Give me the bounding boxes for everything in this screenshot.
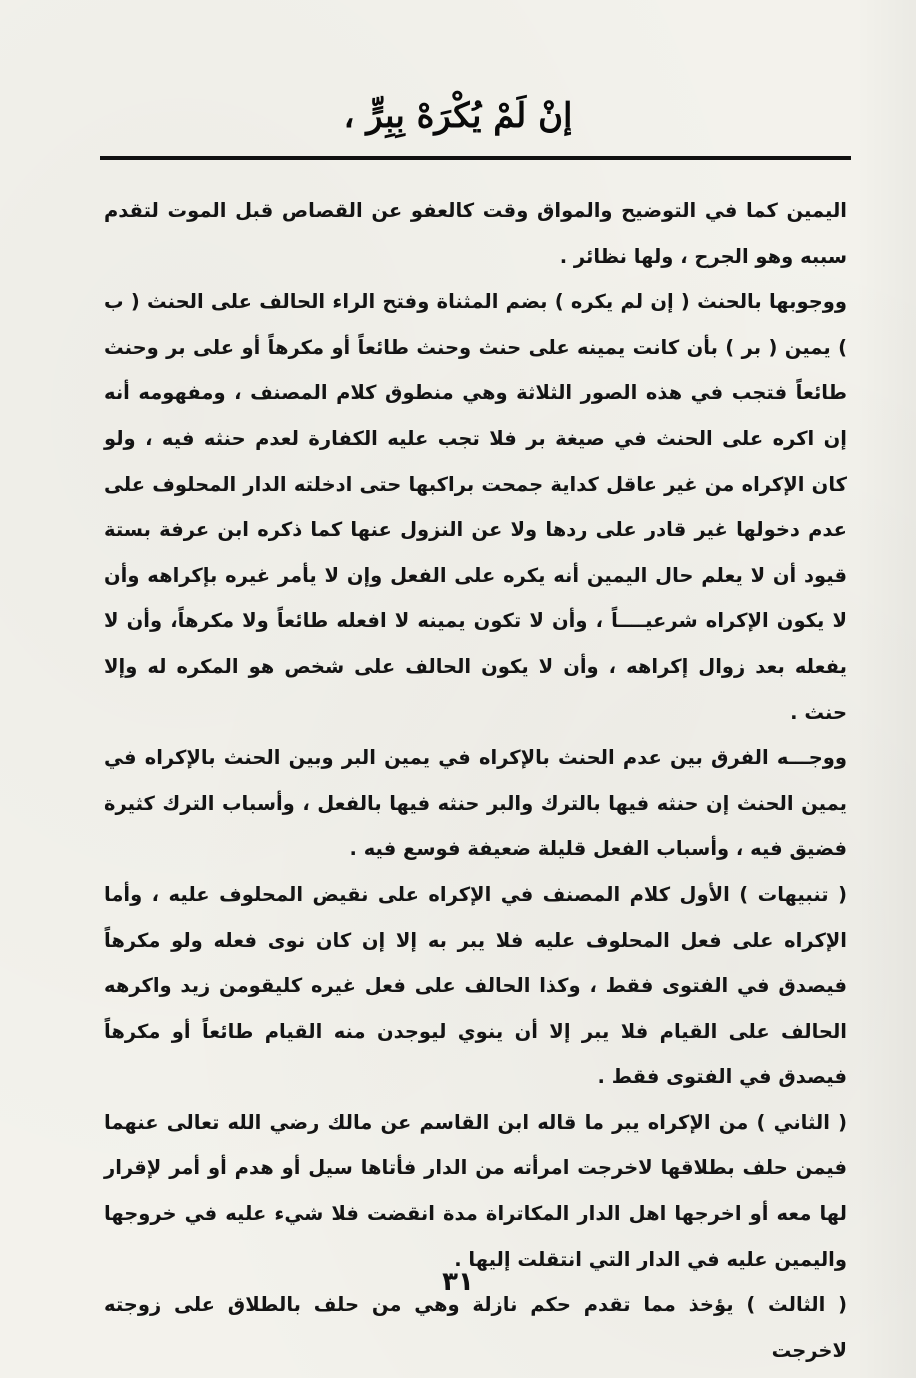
header-rule xyxy=(100,156,851,160)
paragraph: ( الثاني ) من الإكراه يبر ما قاله ابن القاسم عن مالك رضي الله تعالى عنهما فيمن حلف بطلاقها لاخرجت امرأته من الدار فأتاها سيل أو هدم أو أمر لإقرار لها معه أو اخرجها اهل الدار المكاتراة مدة انقضت فلا شيء عليه في خروجها واليمين عليه في الدار التي انتقلت إليها . xyxy=(104,1110,847,1271)
page-number: ٣١ xyxy=(442,1267,474,1297)
body-text xyxy=(104,188,847,1373)
scan-shadow xyxy=(856,0,916,1378)
paragraph: ووجوبها بالحنث ( إن لم يكره ) بضم المثناة وفتح الراء الحالف على الحنث ( ب ) يمين ( بر ) بأن كانت يمينه على حنث وحنث طائعاً أو مكرهاً أو على بر وحنث طائعاً فتجب في هذه الصور الثلاثة وهي منطوق كلام المصنف ، ومفهومه أنه إن اكره على الحنث في صيغة بر فلا تجب عليه الكفارة لعدم حنثه فيه ، ولو كان الإكراه من غير عاقل كداية جمحت براكبها حتى ادخلته الدار المحلوف على عدم دخولها غير قادر على ردها ولا عن النزول عنها كما ذكره ابن عرفة بستة قيود أن لا يعلم حال اليمين أنه يكره على الفعل وإن لا يأمر غيره بإكراهه وأن لا يكون الإكراه شرعيــــاً ، وأن لا تكون يمينه لا افعله طائعاً ولا مكرهاً، وأن لا يفعله بعد زوال إكراهه ، وأن لا يكون الحالف على شخص هو المكره له وإلا حنث . xyxy=(104,290,847,724)
running-title: إنْ لَمْ يُكْرَهْ بِبِرٍّ ، xyxy=(343,96,573,136)
paragraph: ووجـــه الفرق بين عدم الحنث بالإكراه في يمين البر وبين الحنث بالإكراه في يمين الحنث إن حنثه فيها بالترك والبر حنثه فيها بالفعل ، وأسباب الترك كثيرة فضيق فيه ، وأسباب الفعل قليلة ضعيفة فوسع فيه . xyxy=(104,746,847,861)
paragraph: اليمين كما في التوضيح والمواق وقت كالعفو عن القصاص قبل الموت لتقدم سببه وهو الجرح ، ولها نظائر . xyxy=(104,199,847,268)
paragraph: ( تنبيهات ) الأول كلام المصنف في الإكراه على نقيض المحلوف عليه ، وأما الإكراه على فعل المحلوف عليه فلا يبر به إلا إن كان نوى فعله ولو مكرهاً فيصدق في الفتوى فقط ، وكذا الحالف على فعل غيره كليقومن زيد واكرهه الحالف على القيام فلا يبر إلا أن ينوي ليوجدن منه القيام طائعاً أو مكرهاً فيصدق في الفتوى فقط . xyxy=(104,882,847,1089)
paragraph: ( الثالث ) يؤخذ مما تقدم حكم نازلة وهي من حلف بالطلاق على زوجته لاخرجت xyxy=(104,1293,847,1362)
